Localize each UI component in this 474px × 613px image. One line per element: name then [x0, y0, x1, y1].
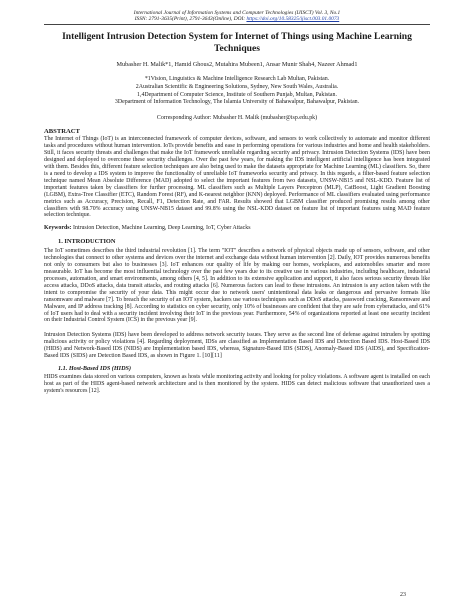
hids-paragraph: HIDS examines data stored on various computers, known as hosts while monitoring activity and looking for policy violations. A software agent is installed on each host as part of the HIDS agent-based network architecture and is then monitored by the system. HIDS can detect malicious software that unauthorized uses a system's resources [12]. [44, 373, 430, 394]
journal-name: International Journal of Information Systems and Computer Technologies (IJISCT) Vol. 3, No.1 [133, 10, 341, 16]
page-number: 23 [400, 592, 406, 598]
paper-title: Intelligent Intrusion Detection System for Internet of Things using Machine Learning Techniques [62, 31, 412, 54]
keywords-text: Intrusion Detection, Machine Learning, Deep Learning, IoT, Cyber Attacks [72, 225, 251, 232]
abstract-text: The Internet of Things (IoT) is an interconnected framework of computer devices, software, and sensors to work collectively to automate and monitor different tasks and procedures without human intervention. IoTs provide benefits and ease in performing operations for various industries and home and health stakeholders. Still, it faces security threats and challenges that make the IoT framework unreliable regarding security and privacy. Intrusion Detection Systems (IDS) have been designed and deployed to overcome these security challenges. Over the past few years, for making the IDS intelligent artificial intelligence has been integrated with them. Besides this, different feature selection techniques are also being used to make the datasets appropriate for Machine Learning (ML) classifiers. So, there is a need to develop a IDS system to improve the functionality of unreliable IoT frameworks security and privacy. In this regards, a filter-based feature selection technique named Mean Absolute Difference (MAD) adopted to select the important features from two datasets, UNSW-NB15 and NSL-KDD. Feature list of important features taken by classifiers for further processing. ML classifiers such as Multiple Layers Perceptron (MLP), CatBoost, Light Gradient Boosting (LGBM), Extra-Tree Classifier (ETC), Random Forest (RF), and K-nearest neighbor (KNN) deployed. Performance of ML classifiers evaluated using performance metrics such as Accuracy, Precision, Recall, F1, Detection Rate, and FAR. Results showed that LGBM classifier produced promising results among other classifiers with 98.70% accuracy using UNSW-NB15 dataset and 99.8% using the NSL-KDD dataset on feature list of important features using MAD feature selection technique. [44, 135, 430, 219]
affiliation-2: 2Australian Scientific & Engineering Solutions, Sydney, New South Wales, Australia. [135, 84, 339, 90]
issn-text: ISSN: 2791-3635(Print), 2791-3643(Online), DOI: [134, 16, 246, 23]
corresponding-author: Corresponding Author: Mubasher H. Malik (mubasher@isp.edu.pk) [156, 114, 318, 121]
affiliation-3: 1,4Department of Computer Science, Institute of Southern Punjab, Multan, Pakistan. [137, 91, 337, 98]
journal-issn [44, 16, 430, 22]
subsection-heading-hids: 1.1. Host-Based IDS (HIDS) [58, 365, 132, 373]
doi-link[interactable]: https://doi.org/10.58325/ijisct.003.01.0073 [246, 16, 340, 23]
intro-paragraph-2: Intrusion Detection Systems (IDS) have been developed to address network security issues. They serve as the second line of defense against intruders by spotting malicious activity or policy violations [4]. Regarding deployment, IDSs are classified as Implementation Based IDS and Detection Based IDS. Host-Based IDS (HIDS) and Network-Based IDS (NIDS) are Implementation based IDS, whereas, Signature-Based IDS (SIDS), Anomaly-Based IDS (AIDS), and Specification-Based IDS (SIDS) are Detection Based IDS, as shown in Figure 1. [10][11] [44, 332, 430, 360]
keywords-label: Keywords: [44, 225, 72, 232]
intro-paragraph-1: The IoT sometimes describes the third industrial revolution [1]. The term "IOT" describes a network of physical objects made up of sensors, software, and other technologies that connect to other systems and devices over the internet and exchange data without human intervention [2]. Daily, IOT provides numerous benefits not only to consumers but also to businesses [3]. IoT enhances our quality of life by making our homes, workplaces, and automobiles smarter and more measurable. IoT has become the most influential technology over the past few years due to its creative use in various industries, including healthcare, industrial processes, automation, and smart environments, among others [4, 5]. In addition to its extensive application and support, it also faces serious security threats like access attacks, DDoS attacks, data transit attacks, and routing attacks [6]. Numerous factors can lead to these intrusions. An intrusion is any action taken with the intent to compromise the security of your data. This might occur due to network users' unintentional data leaks or dangerous and pervasive formats like ransomware and malware [7]. To breach the security of an IOT system, hackers use various techniques such as DDoS attacks, password cracking, Ransomware and Malware, and IP address tracking [8]. According to statistics on cyber security, only 10% of businesses are confident that they are safe from cyberattacks, and 61% of IoT users had to deal with a security incident involving their IoT in the previous year. Furthermore, 54% of organizations reported at least one security incident on their Industrial Control System (ICS) in the previous year [9]. [44, 247, 430, 324]
affiliation-4: 3Department of Information Technology, The Islamia University of Bahawalpur, Bahawalpur, Pakistan. [114, 99, 360, 106]
header-rule [44, 24, 430, 25]
keywords [44, 225, 430, 232]
abstract-heading: ABSTRACT [44, 128, 80, 136]
section-heading-introduction: 1. INTRODUCTION [58, 238, 116, 246]
affiliation-1: *1Vision, Linguistics & Machine Intelligence Research Lab Multan, Pakistan. [144, 76, 330, 83]
affiliations [44, 76, 430, 106]
journal-header [44, 10, 430, 22]
author-list: Mubasher H. Malik*1, Hamid Ghous2, Mutahira Mubeen1, Ansar Munir Shah4, Nazeer Ahmad1 [116, 61, 358, 69]
